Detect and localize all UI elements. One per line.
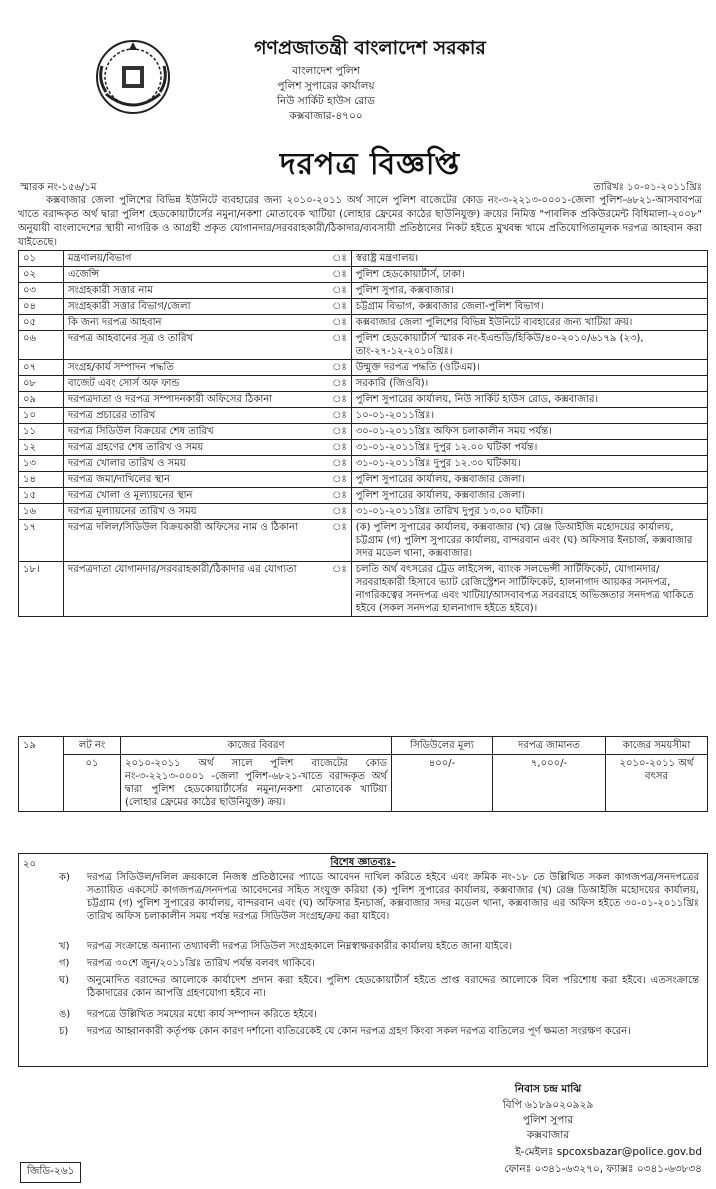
- lot-header: সিডিউলের মূল্য: [392, 737, 493, 755]
- row-serial: ১২: [19, 440, 64, 456]
- row-serial: ১৪: [19, 472, 64, 488]
- special-item: [59, 871, 699, 923]
- table-row: [19, 315, 708, 331]
- special-heading: বিশেষ জ্ঞাতব্যঃ-: [330, 857, 396, 868]
- row-label: সংগ্রহ/কার্য সম্পাদন পদ্ধতি: [64, 360, 329, 376]
- row-value: ৩১-০১-২০১১খ্রিঃ দুপুর ১২.৩০ ঘটিকায়।: [351, 456, 707, 472]
- row-serial: ০৫: [19, 315, 64, 331]
- signatory-bp: বিপি ৬১৮৯০২০৯২৯: [502, 1099, 594, 1111]
- special-item-text: দরপত্র আহ্বানকারী কর্তৃপক্ষ কোন কারণ দর্শানো ব্যতিরেকেই যে কোন দরপত্র গ্রহণ কিংবা সকল দরপত্র বাতিলের পূর্ণ ক্ষমতা সংরক্ষণ করেন।: [87, 1026, 631, 1037]
- row-separator: ঃ: [328, 283, 351, 299]
- row-label: এজেন্সি: [64, 267, 329, 283]
- table-row: [19, 267, 708, 283]
- row-value: পুলিশ হেডকোয়ার্টার্স, ঢাকা।: [351, 267, 707, 283]
- special-item-text: দরপত্র ৩০শে জুন/২০১১খ্রিঃ তারিখ পর্যন্ত বলবৎ থাকিবে।: [87, 958, 315, 969]
- row-separator: ঃ: [328, 488, 351, 504]
- special-item-key: ঘ): [59, 975, 70, 986]
- row-label: দরপত্র আহবানের সূত্র ও তারিখ: [64, 331, 329, 360]
- schedule-price: ৪০০/-: [392, 755, 493, 812]
- table-row: [19, 504, 708, 520]
- notice-date: তারিখঃ ১০-০১-২০১১খ্রিঃ: [593, 182, 702, 193]
- table-row: [19, 392, 708, 408]
- lot-data-row: [19, 755, 708, 812]
- office-line-4: কক্সবাজার-৪৭০০: [289, 110, 363, 122]
- row-serial: ১৩: [19, 456, 64, 472]
- lot-table: [18, 736, 708, 812]
- row-value: পুলিশ সুপারের কার্যালয়, কক্সবাজার জেলা।: [351, 488, 707, 504]
- special-item-key: খ): [59, 941, 70, 952]
- table-row: [19, 456, 708, 472]
- table-row: [19, 562, 708, 617]
- row-label: দরপত্র প্রচারের তারিখ: [64, 408, 329, 424]
- government-title: গণপ্রজাতন্ত্রী বাংলাদেশ সরকার: [254, 37, 486, 59]
- lot-header: কাজের বিবরণ: [121, 737, 392, 755]
- row-label: বাজেট এবং সোর্স অফ ফান্ড: [64, 376, 329, 392]
- row-serial: ০৩: [19, 283, 64, 299]
- row-value: কক্সবাজার জেলা পুলিশের বিভিন্ন ইউনিটে ব্যবহারের জন্য খাটিয়া ক্রয়।: [351, 315, 707, 331]
- row-serial: ০১: [19, 251, 64, 267]
- row-label: দরপত্র সিডিউল বিক্রয়ের শেষ তারিখ: [64, 424, 329, 440]
- row-value: পুলিশ সুপারের কার্যালয়, কক্সবাজার জেলা।: [351, 472, 707, 488]
- tender-info-table: [18, 250, 708, 617]
- row-value: সরকারি (জিওবি)।: [351, 376, 707, 392]
- special-item-text: অনুমোদিত বরাদ্দের আলোকে কার্যাদেশ প্রদান করা হইবে। পুলিশ হেডকোয়ার্টার্স হইতে প্রাপ্ত বরাদ্দের আলোকে বিল পরিশোধ করা হইবে। এতসংক্রান্তে ঠিকাদারের কোন আপত্তি গ্রহণযোগ্য হইবে না।: [87, 975, 699, 999]
- table-row: [19, 408, 708, 424]
- special-item-text: দরপত্র সিডিউল/দলিল ক্রয়কালে নিজস্ব প্রতিষ্ঠানের প্যাডে আবেদন দাখিল করিতে হইবে এবং ক্রমিক নং-১৮ তে উল্লিখিত সকল কাগজপত্র/সনদপত্রের সত্যায়িত একসেট কাগজপত্র/সনদপত্র আবেদনের সহিত সংযুক্ত করিয়া (ক) পুলিশ সুপারের কার্যালয়, কক্সবাজার (খ) রেঞ্জ ডিআইজি মহোদয়ের কার্যালয়, চট্টগ্রাম (গ) পুলিশ সুপারের কার্যালয়, বান্দরবান এবং (ঘ) অফিসার ইনচার্জ, কক্সবাজার সদর মডেল থানা, কক্সবাজার এর অফিস হইতে ৩০-০১-২০১১খ্রিঃ তারিখ অফিস চলাকালীন সময় পর্যন্ত দরপত্র সিডিউল সংগ্রহ/ক্রয় করা যাইবে।: [87, 872, 699, 922]
- lot-serial: ১৯: [19, 737, 64, 812]
- row-separator: ঃ: [328, 251, 351, 267]
- row-label: দরপত্র দলিল/সিডিউল বিক্রয়কারী অফিসের নাম ও ঠিকানা: [64, 520, 329, 562]
- row-value: ৩০-০১-২০১১খ্রিঃ অফিস চলাকালীন সময় পর্যন্ত।: [351, 424, 707, 440]
- table-row: [19, 283, 708, 299]
- row-serial: ০৪: [19, 299, 64, 315]
- notice-title: দরপত্র বিজ্ঞপ্তি: [279, 147, 461, 182]
- row-value: পুলিশ হেডকোয়ার্টার্স স্মারক নং-ইএন্ডডি/হিকিউ/৪০-২০১০/৬১৭৯ (২৩), তাং-২৭-১২-২০১০খ্রিঃ।: [351, 331, 707, 360]
- table-row: [19, 424, 708, 440]
- table-row: [19, 376, 708, 392]
- row-separator: ঃ: [328, 392, 351, 408]
- row-label: দরপত্রদাতা যোগানদার/সরবরাহকারী/ঠিকাদার এর যোগ্যতা: [64, 562, 329, 617]
- row-separator: ঃ: [328, 520, 351, 562]
- row-serial: ১১: [19, 424, 64, 440]
- gd-number: জিডি-২৬১: [20, 1162, 81, 1183]
- row-value: ১০-০১-২০১১খ্রিঃ।: [351, 408, 707, 424]
- special-item-key: গ): [59, 958, 70, 969]
- row-separator: ঃ: [328, 267, 351, 283]
- row-separator: ঃ: [328, 315, 351, 331]
- special-serial: ২০: [23, 859, 37, 870]
- lot-header-row: [19, 737, 708, 755]
- special-item-text: দরপত্র সংক্রান্তে অন্যান্য তথ্যাবলী দরপত্র সিডিউল সংগ্রহকালে নিম্নস্বাক্ষরকারীর কার্যালয় হইতে জানা যাইবে।: [87, 941, 513, 952]
- special-item: [59, 940, 699, 953]
- row-separator: ঃ: [328, 504, 351, 520]
- row-serial: ১৮।: [19, 562, 64, 617]
- special-item: [59, 1025, 699, 1038]
- work-time-limit: ২০১০-২০১১ অর্থ বৎসর: [606, 755, 708, 812]
- row-label: দরপত্র মূল্যায়নের তারিখ ও সময়: [64, 504, 329, 520]
- row-label: দরপত্রদাতা ও দরপত্র সম্পাদনকারী অফিসের ঠিকানা: [64, 392, 329, 408]
- special-item-key: চ): [59, 1026, 69, 1037]
- row-label: মন্ত্রণালয়/বিভাগ: [64, 251, 329, 267]
- row-separator: ঃ: [328, 408, 351, 424]
- row-value: পুলিশ সুপার, কক্সবাজার।: [351, 283, 707, 299]
- row-label: সংগ্রহকারী সত্তার বিভাগ/জেলা: [64, 299, 329, 315]
- table-row: [19, 299, 708, 315]
- signatory-phone: ফোনঃ ০৩৪১-৬৩২৭০, ফ্যাক্সঃ ০৩৪১-৬৩৮৩৪: [504, 1163, 702, 1175]
- table-row: [19, 520, 708, 562]
- lot-header: দরপত্র জামানত: [493, 737, 606, 755]
- row-separator: ঃ: [328, 376, 351, 392]
- row-label: কি জন্য দরপত্র আহবান: [64, 315, 329, 331]
- special-item: [59, 1008, 699, 1021]
- special-item: [59, 957, 699, 970]
- row-value: চলতি অর্থ বৎসরের ট্রেড লাইসেন্স, ব্যাংক সলভেন্সী সার্টিফিকেট, যোগানদার/সরবরাহকারী হিসাবে ভ্যাট রেজিস্ট্রেশন সার্টিফিকেট, হালনাগাদ আয়কর সনদপত্র, নাগরিকত্বের সনদপত্র এবং খাটিয়া/আসবাবপত্র সরবরাহে অভিজ্ঞতার সনদপত্র থাকিতে হইবে (সকল সনদপত্র হালনাগাদ হইতে হইবে)।: [351, 562, 707, 617]
- bangladesh-police-emblem-icon: [92, 36, 174, 118]
- row-serial: ০৯: [19, 392, 64, 408]
- row-separator: ঃ: [328, 424, 351, 440]
- row-value: চট্টগ্রাম বিভাগ, কক্সবাজার জেলা-পুলিশ বিভাগ।: [351, 299, 707, 315]
- row-separator: ঃ: [328, 562, 351, 617]
- row-serial: ০৭: [19, 360, 64, 376]
- row-serial: ১৬: [19, 504, 64, 520]
- lot-header: লট নং: [64, 737, 121, 755]
- row-value: স্বরাষ্ট্র মন্ত্রণালয়।: [351, 251, 707, 267]
- intro-paragraph: কক্সবাজার জেলা পুলিশের বিভিন্ন ইউনিটে ব্যবহারের জন্য ২০১০-২০১১ অর্থ সালে পুলিশ বাজেটের কোড নং-৩-২২১৩-০০০১-জেলা পুলিশ-৬৮২১-আসবাবপত্র খাতে বরাদ্দকৃত অর্থ দ্বারা পুলিশ হেডকোয়ার্টার্সের নমুনা/নকশা মোতাবেক খাটিয়া (লোহার ফ্রেমের কাঠের ছাউনিযুক্ত) ক্রয়ের নিমিত্ত "পাবলিক প্রকিউরমেন্ট বিধিমালা-২০০৮" অনুযায়ী বাংলাদেশের স্থায়ী নাগরিক ও আগ্রহী প্রকৃত যোগানদার/সরবরাহকারী/ঠিকাদার/ব্যবসায়ী প্রতিষ্ঠানের নিকট হইতে মুখবন্ধ খামে প্রতিযোগিতামূলক দরপত্র আহবান করা যাইতেছে।: [18, 195, 702, 248]
- row-serial: ১৫: [19, 488, 64, 504]
- row-separator: ঃ: [328, 360, 351, 376]
- lot-description: ২০১০-২০১১ অর্থ সালে পুলিশ বাজেটের কোড নং-৩-২২১৩-০০০১ -জেলা পুলিশ-৬৮২১-খাতে বরাদ্দকৃত অর্থ দ্বারা পুলিশ হেডকোয়ার্টার্সের নমুনা/নকশা মোতাবেক খাটিয়া (লোহার ফ্রেমের কাঠের ছাউনিযুক্ত) ক্রয়।: [121, 755, 392, 812]
- special-item-key: ঙ): [59, 1009, 71, 1020]
- row-label: দরপত্র গ্রহণের শেষ তারিখ ও সময়: [64, 440, 329, 456]
- row-serial: ০৬: [19, 331, 64, 360]
- special-item-text: দরপত্রে উল্লিখিত সময়ের মধ্যে কার্য সম্পাদন করিতে হইবে।: [87, 1009, 317, 1020]
- row-value: ৩১-০১-২০১১খ্রিঃ তারিখ দুপুর ১৩.০০ ঘটিকা।: [351, 504, 707, 520]
- table-row: [19, 251, 708, 267]
- tender-security: ৭,০০০/-: [493, 755, 606, 812]
- row-label: সংগ্রহকারী সত্তার নাম: [64, 283, 329, 299]
- memo-number: স্মারক নং-১৫৬/১ম: [20, 182, 97, 193]
- table-row: [19, 360, 708, 376]
- row-separator: ঃ: [328, 440, 351, 456]
- row-label: দরপত্র খোলার তারিখ ও সময়: [64, 456, 329, 472]
- row-separator: ঃ: [328, 472, 351, 488]
- office-line-1: বাংলাদেশ পুলিশ: [292, 65, 360, 77]
- signatory-name: নিবাস চন্দ্র মাঝি: [514, 1083, 582, 1095]
- row-serial: ০২: [19, 267, 64, 283]
- lot-header: কাজের সময়সীমা: [606, 737, 708, 755]
- special-item: [59, 974, 699, 1000]
- signatory-email: ই-মেইলঃ spcoxsbazar@police.gov.bd: [515, 1146, 702, 1158]
- row-value: পুলিশ সুপারের কার্যালয়, নিউ সার্কিট হাউস রোড, কক্সবাজার।: [351, 392, 707, 408]
- row-serial: ০৮: [19, 376, 64, 392]
- special-item-key: ক): [59, 872, 70, 883]
- special-notes: [18, 853, 708, 1067]
- row-label: দরপত্র জমা/দাখিলের স্থান: [64, 472, 329, 488]
- office-line-2: পুলিশ সুপারের কার্যালয়: [277, 80, 375, 92]
- row-serial: ১০: [19, 408, 64, 424]
- row-value: ৩১-০১-২০১১খ্রিঃ দুপুর ১২.০০ ঘটিকা পর্যন্ত।: [351, 440, 707, 456]
- row-value: উন্মুক্ত দরপত্র পদ্ধতি (ওটিএম)।: [351, 360, 707, 376]
- lot-number: ০১: [64, 755, 121, 812]
- row-label: দরপত্র খোলা ও মূল্যায়নের স্থান: [64, 488, 329, 504]
- table-row: [19, 331, 708, 360]
- office-line-3: নিউ সার্কিট হাউস রোড: [277, 95, 375, 107]
- row-serial: ১৭: [19, 520, 64, 562]
- row-separator: ঃ: [328, 456, 351, 472]
- row-separator: ঃ: [328, 331, 351, 360]
- table-row: [19, 440, 708, 456]
- table-row: [19, 488, 708, 504]
- signatory-place: কক্সবাজার: [526, 1129, 570, 1141]
- signatory-designation: পুলিশ সুপার: [522, 1114, 574, 1126]
- row-separator: ঃ: [328, 299, 351, 315]
- table-row: [19, 472, 708, 488]
- row-value: (ক) পুলিশ সুপারের কার্যালয়, কক্সবাজার (খ) রেঞ্জ ডিআইজি মহোদয়ের কার্যালয়, চট্টগ্রাম (গ) পুলিশ সুপারের কার্যালয়, বান্দরবান এবং (ঘ) অফিসার ইনচার্জ, কক্সবাজার সদর মডেল থানা, কক্সবাজার।: [351, 520, 707, 562]
